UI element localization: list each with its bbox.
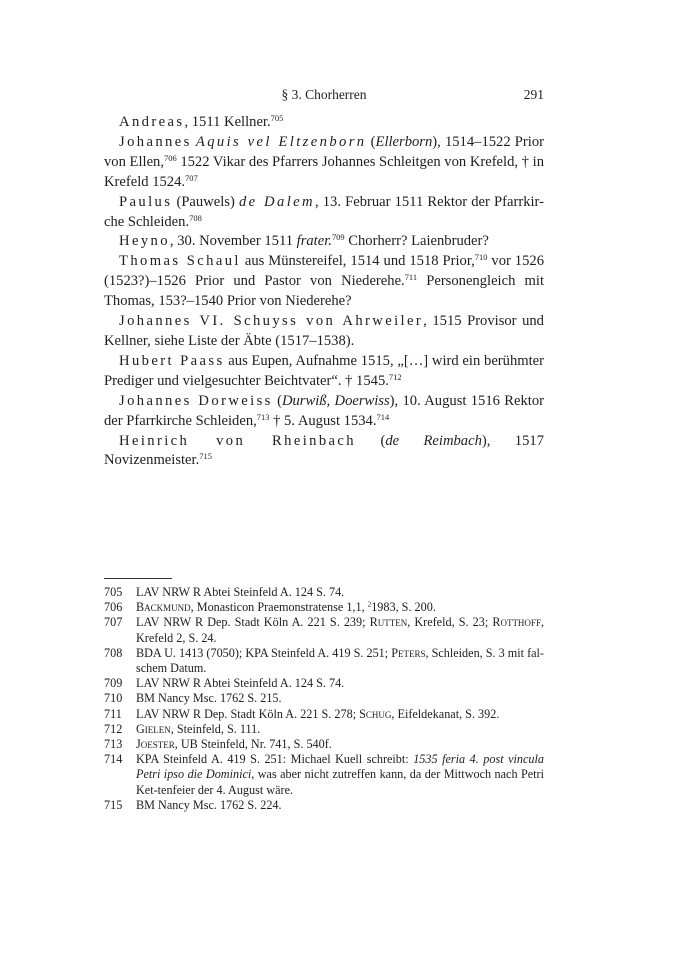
- footnote-ref: 711: [404, 272, 418, 282]
- person-name: Thomas Schaul: [119, 253, 241, 270]
- section-title: § 3. Chorherren: [281, 87, 367, 102]
- person-name: Hubert Paass: [119, 352, 225, 369]
- footnote: 715 BM Nancy Msc. 1762 S. 224.: [104, 797, 282, 812]
- footnotes: [104, 585, 544, 813]
- footnote: 711 LAV NRW R Dep. Stadt Köln A. 221 S. 278; Schug, Eifeldekanat, S. 392.: [104, 706, 500, 721]
- footnote: 713 Joester, UB Steinfeld, Nr. 741, S. 540f.: [104, 737, 332, 752]
- person-name: Heyno: [119, 233, 170, 250]
- author-name: Backmund: [136, 600, 191, 615]
- footnote-ref: 714: [376, 411, 390, 422]
- person-name: Johannes: [119, 133, 192, 150]
- footnote-ref: 710: [474, 252, 488, 263]
- main-text: [104, 113, 544, 471]
- footnote: 705 LAV NRW R Abtei Steinfeld A. 124 S. 74.: [104, 585, 345, 599]
- person-name: Johannes Dorweiss: [119, 392, 273, 409]
- footnote-ref: 708: [189, 212, 202, 223]
- footnote-ref: 707: [185, 172, 198, 183]
- person-name: Heinrich von Rheinbach: [119, 432, 357, 449]
- person-name: Paulus: [119, 193, 173, 210]
- footnote: 707 LAV NRW R Dep. Stadt Köln A. 221 S. 239; Rutten, Krefeld, S. 23; Rotthoff, Krefeld 2, S. 24.: [104, 615, 544, 645]
- author-name: Rotthoff: [492, 615, 541, 630]
- entry-paulus: Paulus (Pauwels) de Dalem, 13. Februar 1511 Rektor der Pfarrkir-che Schleiden.$^{708}$: [104, 193, 544, 230]
- footnote-ref: 713: [256, 411, 270, 422]
- footnote: 712 Gielen, Steinfeld, S. 111.: [104, 721, 261, 736]
- author-name: Joester: [136, 737, 175, 752]
- author-name: Rutten: [369, 615, 408, 630]
- footnote-rule: [104, 578, 172, 579]
- entry-hubert-paass: Hubert Paass aus Eupen, Aufnahme 1515, „[…] wird ein berühmter Prediger und vielgesuchter Beichtvater“. † 1545.$^{712}$: [104, 352, 545, 389]
- person-name-latin: de Dalem: [238, 193, 315, 210]
- footnote-ref: 715: [199, 451, 212, 462]
- person-name: Johannes VI. Schuyss von Ahrweiler: [119, 313, 424, 330]
- entry-heyno: Heyno, 30. November 1511 frater.$^{709}$ Chorherr? Laienbruder?: [119, 232, 489, 250]
- footnote: 709 LAV NRW R Abtei Steinfeld A. 124 S. 74.: [104, 676, 345, 691]
- entry-heinrich: Heinrich von Rheinbach (de Reimbach), 1517 Novizenmeister.$^{715}$: [104, 432, 544, 469]
- footnote-ref: 705: [270, 112, 284, 123]
- page-number: 291: [523, 87, 544, 102]
- entry-johannes-dorweiss: Johannes Dorweiss (Durwiß, Doerwiss), 10. August 1516 Rektor der Pfarrkirche Schleiden,$^{713}$ † 5. August 1534.$^{714}$: [104, 392, 544, 429]
- author-name: Schug: [359, 706, 392, 721]
- entry-thomas-schaul: Thomas Schaul aus Münstereifel, 1514 und 1518 Prior,$^{710}$ vor 1526 (1523?)–1526 Prior und Pastor von Niederehe.$^{711}$ Personengleich mit Thomas, 153?–1540 Prior von Niederehe?: [104, 252, 545, 310]
- entry-johannes-vi: Johannes VI. Schuyss von Ahrweiler, 1515 Provisor und Kellner, siehe Liste der Äbte (1517–1538).: [104, 313, 544, 349]
- footnote: 714 KPA Steinfeld A. 419 S. 251: Michael Kuell schreibt: 1535 feria 4. post vincula Petri ipso die Dominici, was aber nicht zutreffen kann, da der Mittwoch nach Petri Ket-tenfeier der 4. August wäre.: [104, 752, 544, 797]
- person-name-latin: Aquis vel Eltzenborn: [195, 133, 367, 150]
- footnote: 708 BDA U. 1413 (7050); KPA Steinfeld A. 419 S. 251; Peters, Schleiden, S. 3 mit fal-schem Datum.: [104, 645, 544, 676]
- footnote: 706 Backmund, Monasticon Praemonstratense 1,1, $^2$1983, S. 200.: [104, 600, 436, 615]
- footnote-ref: 709: [331, 232, 345, 243]
- person-name: Andreas: [119, 114, 185, 130]
- entry-johannes-aquis: Johannes Aquis vel Eltzenborn (Ellerborn), 1514–1522 Prior von Ellen,$^{706}$ 1522 Vikar des Pfarrers Johannes Schleitgen von Krefeld, † in Krefeld 1524.$^{707}$: [104, 133, 544, 190]
- entry-andreas: Andreas, 1511 Kellner.$^{705}$: [119, 112, 284, 130]
- author-name: Gielen: [136, 721, 171, 736]
- author-name: Peters: [391, 645, 426, 660]
- footnote: 710 BM Nancy Msc. 1762 S. 215.: [104, 691, 282, 706]
- footnote-ref: 706: [164, 152, 177, 163]
- footnote-ref: 712: [388, 371, 402, 382]
